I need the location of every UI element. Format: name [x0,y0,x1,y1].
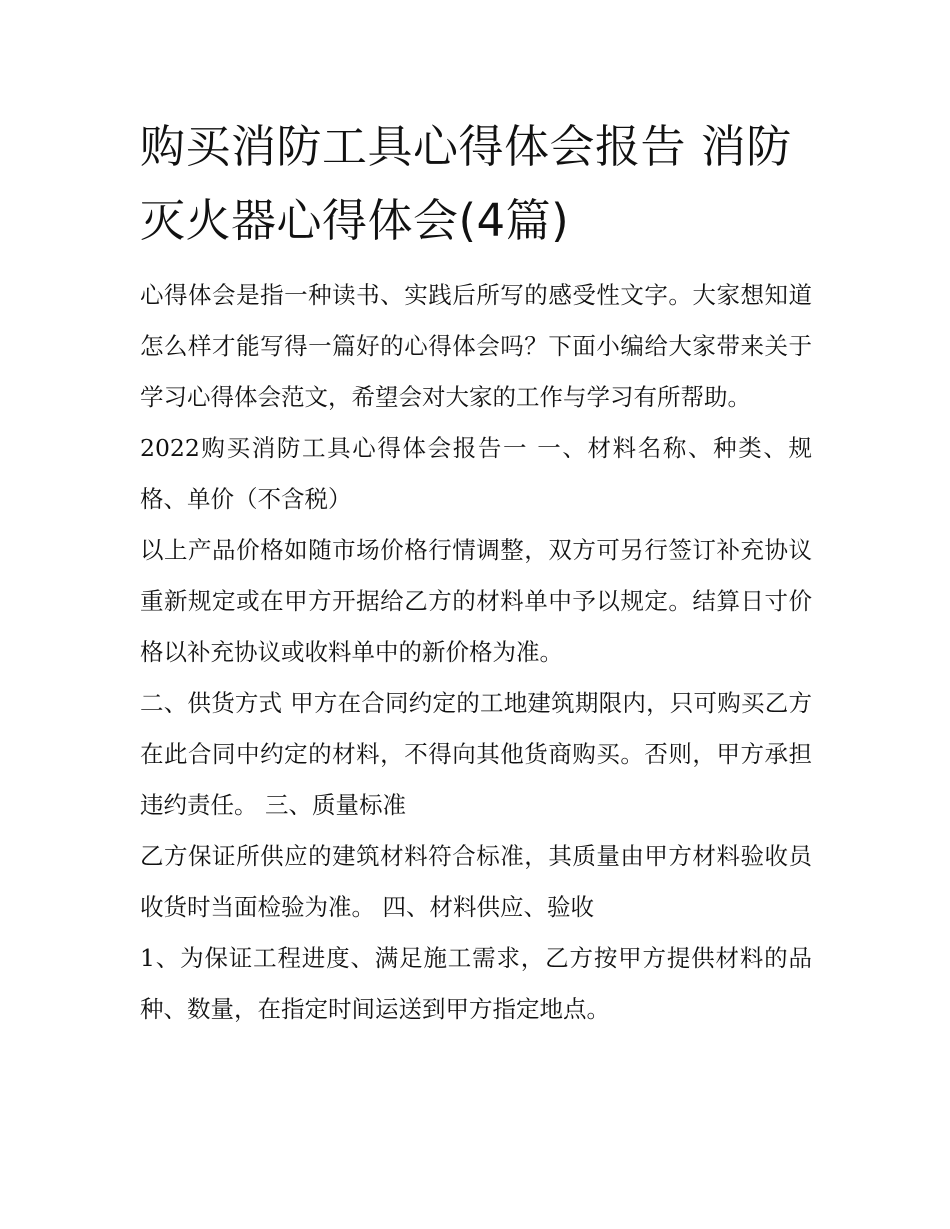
paragraph-intro: 心得体会是指一种读书、实践后所写的感受性文字。大家想知道怎么样才能写得一篇好的心得体会吗？下面小编给大家带来关于学习心得体会范文，希望会对大家的工作与学习有所帮助。 [140,281,812,411]
paragraph-supply-method: 二、供货方式 甲方在合同约定的工地建筑期限内，只可购买乙方在此合同中约定的材料，不得向其他货商购买。否则，甲方承担违约责任。 三、质量标准 [140,689,812,819]
paragraph-section-1: 2022购买消防工具心得体会报告一 一、材料名称、种类、规格、单价（不含税） [140,434,812,513]
paragraph-quality: 乙方保证所供应的建筑材料符合标准，其质量由甲方材料验收员收货时当面检验为准。 四、材料供应、验收 [140,842,812,921]
paragraph-price: 以上产品价格如随市场价格行情调整，双方可另行签订补充协议重新规定或在甲方开据给乙方的材料单中予以规定。结算日寸价格以补充协议或收料单中的新价格为准。 [140,536,812,666]
paragraph-delivery: 1、为保证工程进度、满足施工需求，乙方按甲方提供材料的品种、数量，在指定时间运送到甲方指定地点。 [140,944,812,1023]
document-title: 购买消防工具心得体会报告 消防灭火器心得体会(4篇) [140,120,792,247]
document-page [140,110,812,1035]
